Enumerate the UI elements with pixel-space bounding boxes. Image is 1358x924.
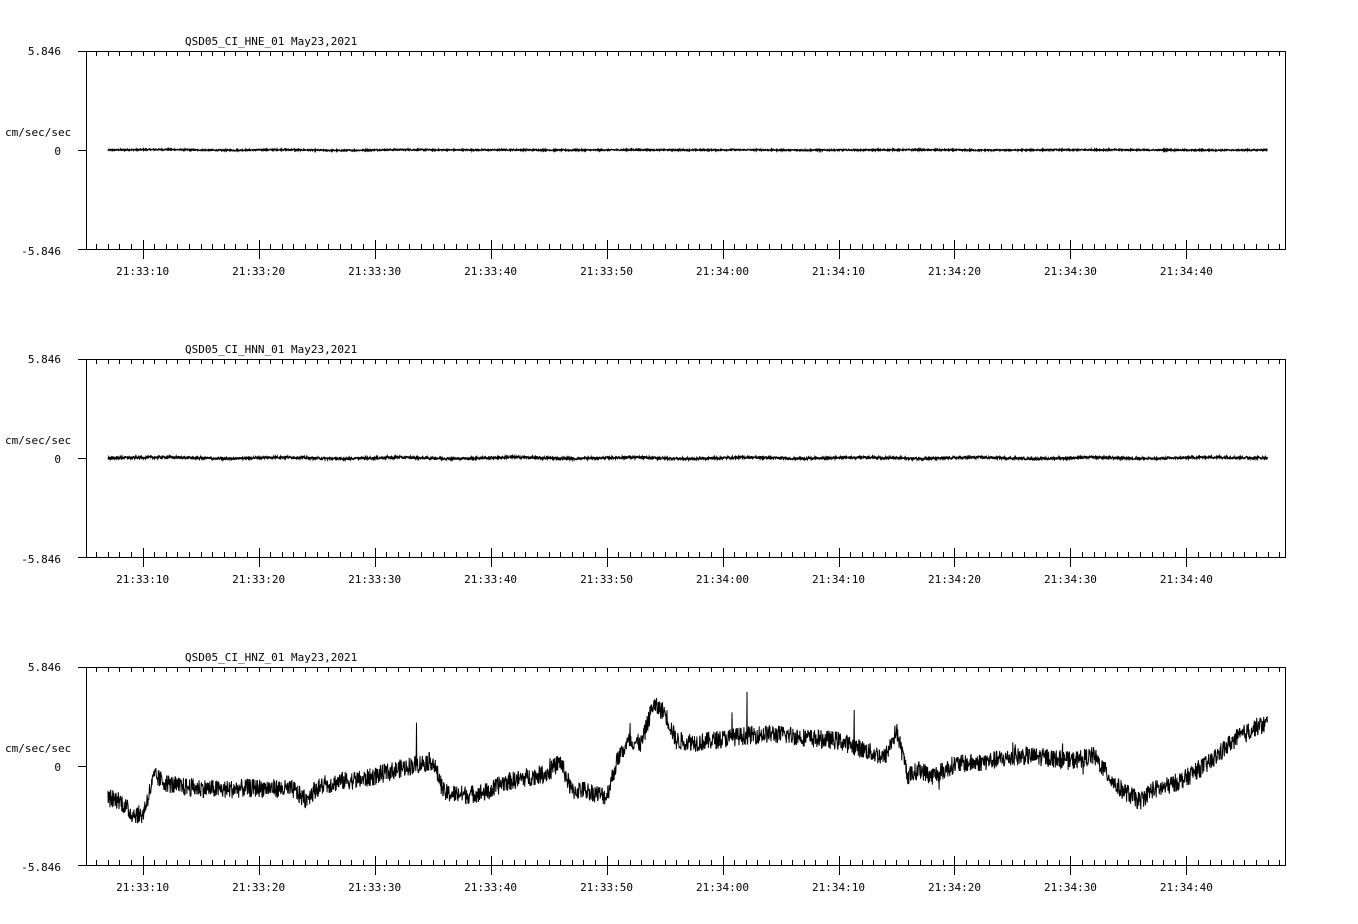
y-tick-label-min: -5.846 (21, 861, 61, 874)
x-tick-label: 21:34:00 (696, 265, 750, 278)
waveform-series (108, 692, 1268, 824)
x-tick-label: 21:34:00 (696, 573, 750, 586)
x-tick-labels (116, 573, 1213, 586)
y-tick-label-min: -5.846 (21, 245, 61, 258)
panel-hne (5, 35, 1286, 278)
x-tick-label: 21:34:40 (1159, 265, 1213, 278)
x-tick-label: 21:33:40 (464, 265, 518, 278)
x-tick-label: 21:33:40 (464, 881, 518, 894)
x-tick-label: 21:34:10 (812, 265, 865, 278)
x-tick-label: 21:33:30 (348, 265, 402, 278)
x-tick-label: 21:34:40 (1159, 881, 1213, 894)
y-axis-label: cm/sec/sec (5, 126, 72, 139)
x-axis-ticks (78, 51, 1280, 259)
x-tick-label: 21:33:20 (232, 265, 286, 278)
x-tick-label: 21:34:40 (1159, 573, 1213, 586)
waveform-line (108, 456, 1268, 460)
x-tick-label: 21:33:10 (116, 573, 170, 586)
x-tick-label: 21:34:00 (696, 881, 750, 894)
y-axis-label: cm/sec/sec (5, 434, 72, 447)
y-axis-label: cm/sec/sec (5, 742, 72, 755)
x-tick-label: 21:33:20 (232, 881, 286, 894)
x-tick-label: 21:33:20 (232, 573, 286, 586)
x-tick-label: 21:34:10 (812, 881, 865, 894)
x-tick-label: 21:33:10 (116, 881, 170, 894)
x-tick-label: 21:34:20 (927, 573, 981, 586)
waveform-series (108, 149, 1268, 151)
panel-hnn (5, 343, 1286, 586)
x-tick-label: 21:33:30 (348, 573, 402, 586)
waveform-series (108, 456, 1268, 460)
x-tick-label: 21:34:20 (927, 881, 981, 894)
x-tick-label: 21:33:50 (580, 573, 634, 586)
x-tick-label: 21:33:10 (116, 265, 170, 278)
y-tick-label-min: -5.846 (21, 553, 61, 566)
x-tick-label: 21:33:40 (464, 573, 518, 586)
y-tick-label-zero: 0 (54, 453, 61, 466)
y-tick-label-max: 5.846 (27, 661, 61, 674)
x-tick-labels (116, 881, 1213, 894)
panel-hnz (5, 651, 1286, 894)
y-tick-label-max: 5.846 (27, 353, 61, 366)
x-tick-labels (116, 265, 1213, 278)
x-tick-label: 21:34:10 (812, 573, 865, 586)
x-tick-label: 21:34:30 (1043, 265, 1097, 278)
waveform-line (108, 149, 1268, 151)
x-tick-label: 21:34:30 (1043, 573, 1097, 586)
chart-title: QSD05_CI_HNN_01 May23,2021 (185, 343, 358, 356)
waveform-line (108, 692, 1268, 824)
y-tick-label-max: 5.846 (27, 45, 61, 58)
chart-title: QSD05_CI_HNE_01 May23,2021 (185, 35, 358, 48)
chart-title: QSD05_CI_HNZ_01 May23,2021 (185, 651, 358, 664)
x-tick-label: 21:34:30 (1043, 881, 1097, 894)
x-tick-label: 21:33:30 (348, 881, 402, 894)
x-tick-label: 21:33:50 (580, 265, 634, 278)
x-tick-label: 21:33:50 (580, 881, 634, 894)
y-tick-label-zero: 0 (54, 145, 61, 158)
x-axis-ticks (78, 359, 1280, 567)
x-tick-label: 21:34:20 (927, 265, 981, 278)
y-tick-label-zero: 0 (54, 761, 61, 774)
